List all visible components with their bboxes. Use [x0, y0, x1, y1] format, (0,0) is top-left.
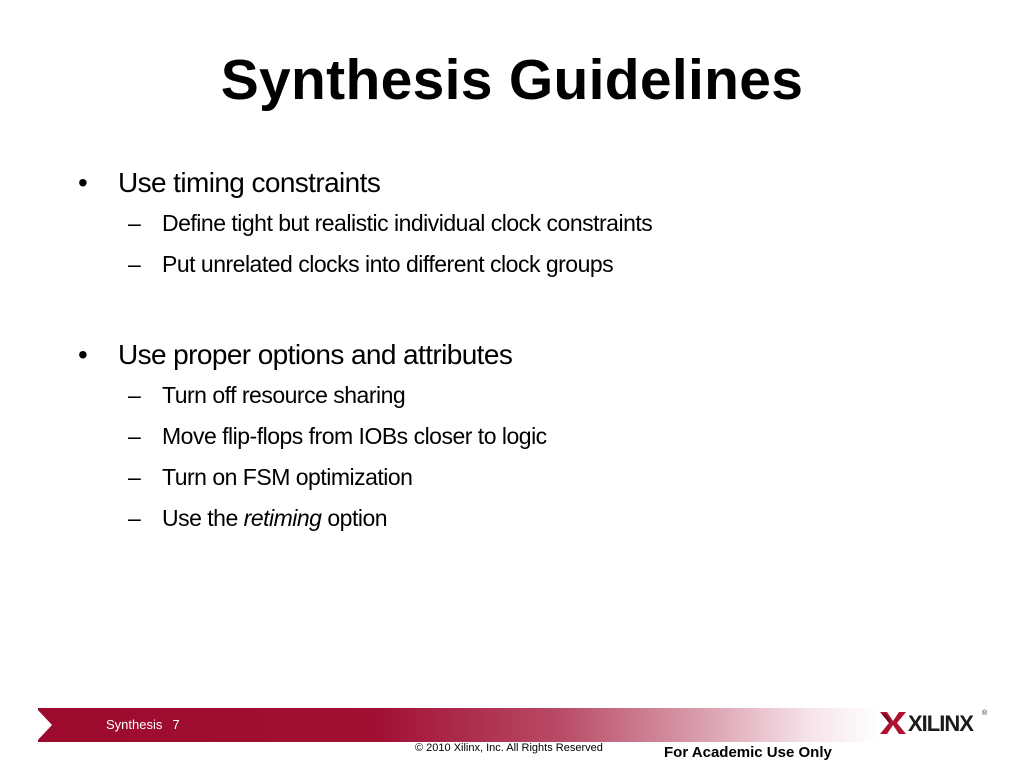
- sub-bullet-item: [78, 203, 978, 244]
- sub-bullet-text: Define tight but realistic individual clock constraints: [162, 210, 653, 236]
- footer-section: Synthesis: [106, 717, 163, 732]
- bullet-text: Use timing constraints: [118, 167, 381, 198]
- dash-marker: –: [128, 382, 141, 408]
- xilinx-logo: [878, 706, 990, 740]
- sub-bullet-item: [78, 416, 978, 457]
- sub-bullet-item: [78, 457, 978, 498]
- sub-bullet-text: Put unrelated clocks into different clock groups: [162, 251, 614, 277]
- sub-bullet-text-before: Use the: [162, 505, 244, 531]
- dash-marker: –: [128, 210, 141, 236]
- bullet-item: [78, 163, 978, 203]
- dash-marker: –: [128, 423, 141, 449]
- registered-mark: ®: [982, 710, 988, 717]
- xilinx-x-mark-icon: [878, 706, 908, 740]
- bullet-text: Use proper options and attributes: [118, 339, 513, 370]
- dash-marker: –: [128, 464, 141, 490]
- slide-title: Synthesis Guidelines: [220, 48, 804, 112]
- footer-section-label: [106, 716, 190, 734]
- sub-bullet-text-after: option: [321, 505, 388, 531]
- bullet-item: [78, 335, 978, 375]
- bullet-marker: •: [78, 339, 88, 370]
- sub-bullet-text-italic: retiming: [243, 505, 322, 531]
- xilinx-wordmark: XILINX: [908, 711, 973, 736]
- bullet-list: [78, 163, 978, 539]
- sub-bullet-text: Turn off resource sharing: [162, 382, 406, 408]
- page-number: 7: [172, 717, 180, 732]
- dash-marker: –: [128, 505, 141, 531]
- footer-band-notch: [36, 708, 52, 742]
- bullet-marker: •: [78, 167, 88, 198]
- sub-bullet-item: [78, 498, 978, 539]
- copyright-text: © 2010 Xilinx, Inc. All Rights Reserved: [415, 742, 603, 754]
- sub-bullet-text: Turn on FSM optimization: [162, 464, 413, 490]
- spacer: [78, 285, 978, 335]
- academic-use-label: For Academic Use Only: [664, 744, 832, 761]
- sub-bullet-item: [78, 375, 978, 416]
- sub-bullet-text: Move flip-flops from IOBs closer to logic: [162, 423, 547, 449]
- sub-bullet-item: [78, 244, 978, 285]
- dash-marker: –: [128, 251, 141, 277]
